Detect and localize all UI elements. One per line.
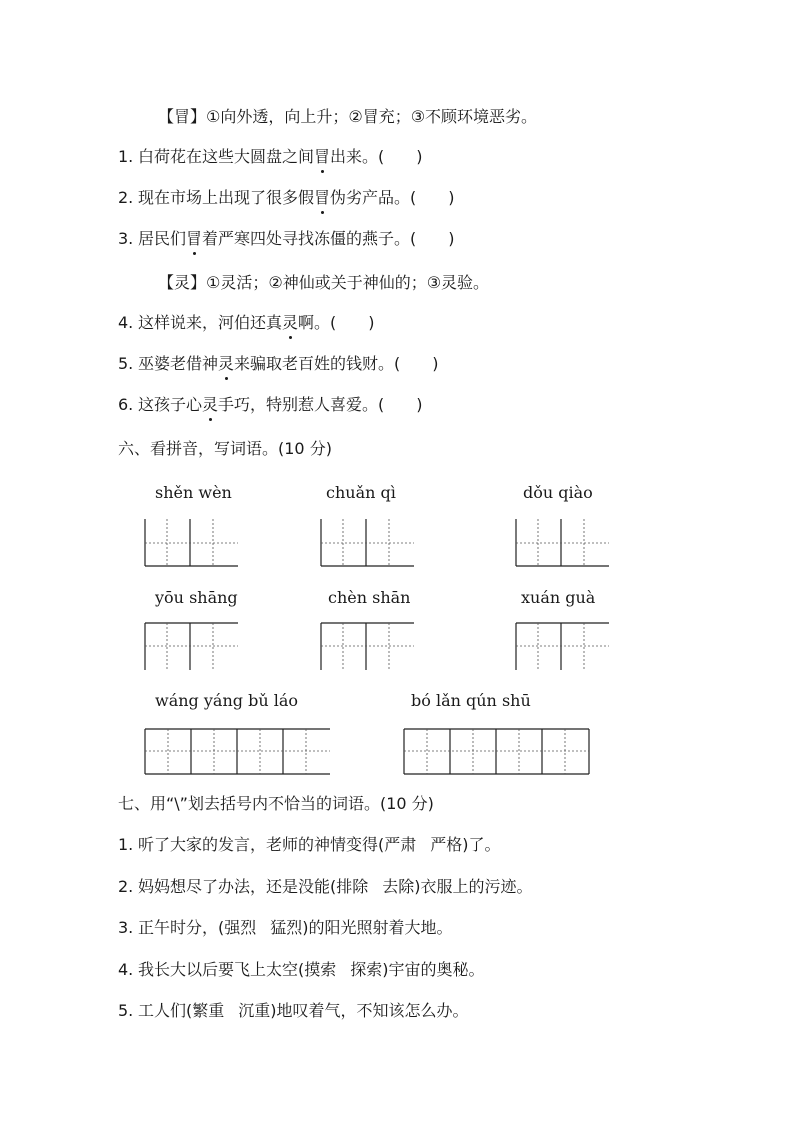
pinyin-label: bó lǎn qún shū xyxy=(411,691,531,710)
question-text: )衣服上的污迹。 xyxy=(414,877,533,896)
question-text: )了。 xyxy=(462,835,501,854)
writing-grid[interactable] xyxy=(320,519,416,567)
dotted-char: 冒 xyxy=(186,229,203,248)
question-4 xyxy=(118,312,375,334)
answer-blank[interactable]: ( ) xyxy=(378,147,423,166)
question-text: )的阳光照射着大地。 xyxy=(302,918,453,937)
pinyin-label: shěn wèn xyxy=(155,483,232,502)
question-text: 手巧，特别惹人喜爱。 xyxy=(218,395,379,414)
writing-grid[interactable] xyxy=(403,728,591,776)
definition-header-ling: 【灵】①灵活；②神仙或关于神仙的；③灵验。 xyxy=(158,273,490,292)
question-text: 啊。 xyxy=(298,313,331,332)
dotted-char: 灵 xyxy=(218,354,235,373)
option-word[interactable]: 繁重 xyxy=(192,1001,225,1020)
pinyin-label: xuán guà xyxy=(521,588,596,607)
option-word[interactable]: 去除 xyxy=(382,877,415,896)
option-word[interactable]: 排除 xyxy=(336,877,369,896)
answer-blank[interactable]: ( ) xyxy=(410,188,455,207)
section-7-title: 七、用“\”划去括号内不恰当的词语。(10 分) xyxy=(118,794,434,813)
writing-grid[interactable] xyxy=(515,622,611,670)
dotted-char: 冒 xyxy=(314,188,331,207)
question-1 xyxy=(118,146,423,168)
option-word[interactable]: 摸索 xyxy=(304,960,337,979)
question-2 xyxy=(118,187,455,209)
question-text: 这样说来，河伯还真 xyxy=(138,313,283,332)
question-text: 巫婆老借神 xyxy=(138,354,219,373)
question-text: 现在市场上出现了很多假 xyxy=(138,188,315,207)
question-text: 伪劣产品。 xyxy=(330,188,411,207)
question-7-2 xyxy=(118,876,533,898)
question-text: 我长大以后要飞上太空( xyxy=(138,960,305,979)
pinyin-label: wáng yáng bǔ láo xyxy=(155,691,298,710)
answer-blank[interactable]: ( ) xyxy=(410,229,455,248)
writing-grid[interactable] xyxy=(320,622,416,670)
answer-blank[interactable]: ( ) xyxy=(394,354,439,373)
option-word[interactable]: 严格 xyxy=(430,835,463,854)
question-text: 出来。 xyxy=(330,147,379,166)
question-number: 5. xyxy=(118,1001,134,1020)
question-number: 3. xyxy=(118,229,134,248)
question-number: 1. xyxy=(118,147,134,166)
definition-header-mao: 【冒】①向外透，向上升；②冒充；③不顾环境恶劣。 xyxy=(158,107,538,126)
question-number: 2. xyxy=(118,877,134,896)
question-number: 1. xyxy=(118,835,134,854)
question-text: 听了大家的发言，老师的神情变得( xyxy=(138,835,385,854)
question-7-4 xyxy=(118,959,485,981)
option-word[interactable]: 强烈 xyxy=(224,918,257,937)
dotted-char: 冒 xyxy=(314,147,331,166)
question-text: 白荷花在这些大圆盘之间 xyxy=(138,147,315,166)
question-5 xyxy=(118,353,439,375)
writing-grid[interactable] xyxy=(144,519,240,567)
question-7-3 xyxy=(118,917,453,939)
writing-grid[interactable] xyxy=(515,519,611,567)
pinyin-label: chèn shān xyxy=(328,588,411,607)
question-text: 妈妈想尽了办法，还是没能( xyxy=(138,877,337,896)
writing-grid[interactable] xyxy=(144,728,332,776)
question-text: 居民们 xyxy=(138,229,187,248)
answer-blank[interactable]: ( ) xyxy=(330,313,375,332)
question-number: 6. xyxy=(118,395,134,414)
question-6 xyxy=(118,394,423,416)
dotted-char: 灵 xyxy=(282,313,299,332)
question-7-1 xyxy=(118,834,501,856)
dotted-char: 灵 xyxy=(202,395,219,414)
question-3 xyxy=(118,228,455,250)
section-6-title: 六、看拼音，写词语。(10 分) xyxy=(118,439,332,458)
pinyin-label: chuǎn qì xyxy=(326,483,396,502)
question-text: 来骗取老百姓的钱财。 xyxy=(234,354,395,373)
question-text: )地叹着气，不知该怎么办。 xyxy=(270,1001,469,1020)
question-number: 4. xyxy=(118,960,134,979)
option-word[interactable]: 沉重 xyxy=(238,1001,271,1020)
option-word[interactable]: 探索 xyxy=(350,960,383,979)
question-7-5 xyxy=(118,1000,469,1022)
question-text: 工人们( xyxy=(138,1001,193,1020)
question-text: 着严寒四处寻找冻僵的燕子。 xyxy=(202,229,411,248)
writing-grid[interactable] xyxy=(144,622,240,670)
question-text: 正午时分，( xyxy=(138,918,225,937)
option-word[interactable]: 严肃 xyxy=(384,835,417,854)
question-text: )宇宙的奥秘。 xyxy=(382,960,485,979)
pinyin-label: dǒu qiào xyxy=(523,483,593,502)
pinyin-label: yōu shāng xyxy=(155,588,238,607)
option-word[interactable]: 猛烈 xyxy=(270,918,303,937)
question-number: 5. xyxy=(118,354,134,373)
question-number: 4. xyxy=(118,313,134,332)
question-text: 这孩子心 xyxy=(138,395,203,414)
question-number: 3. xyxy=(118,918,134,937)
answer-blank[interactable]: ( ) xyxy=(378,395,423,414)
question-number: 2. xyxy=(118,188,134,207)
